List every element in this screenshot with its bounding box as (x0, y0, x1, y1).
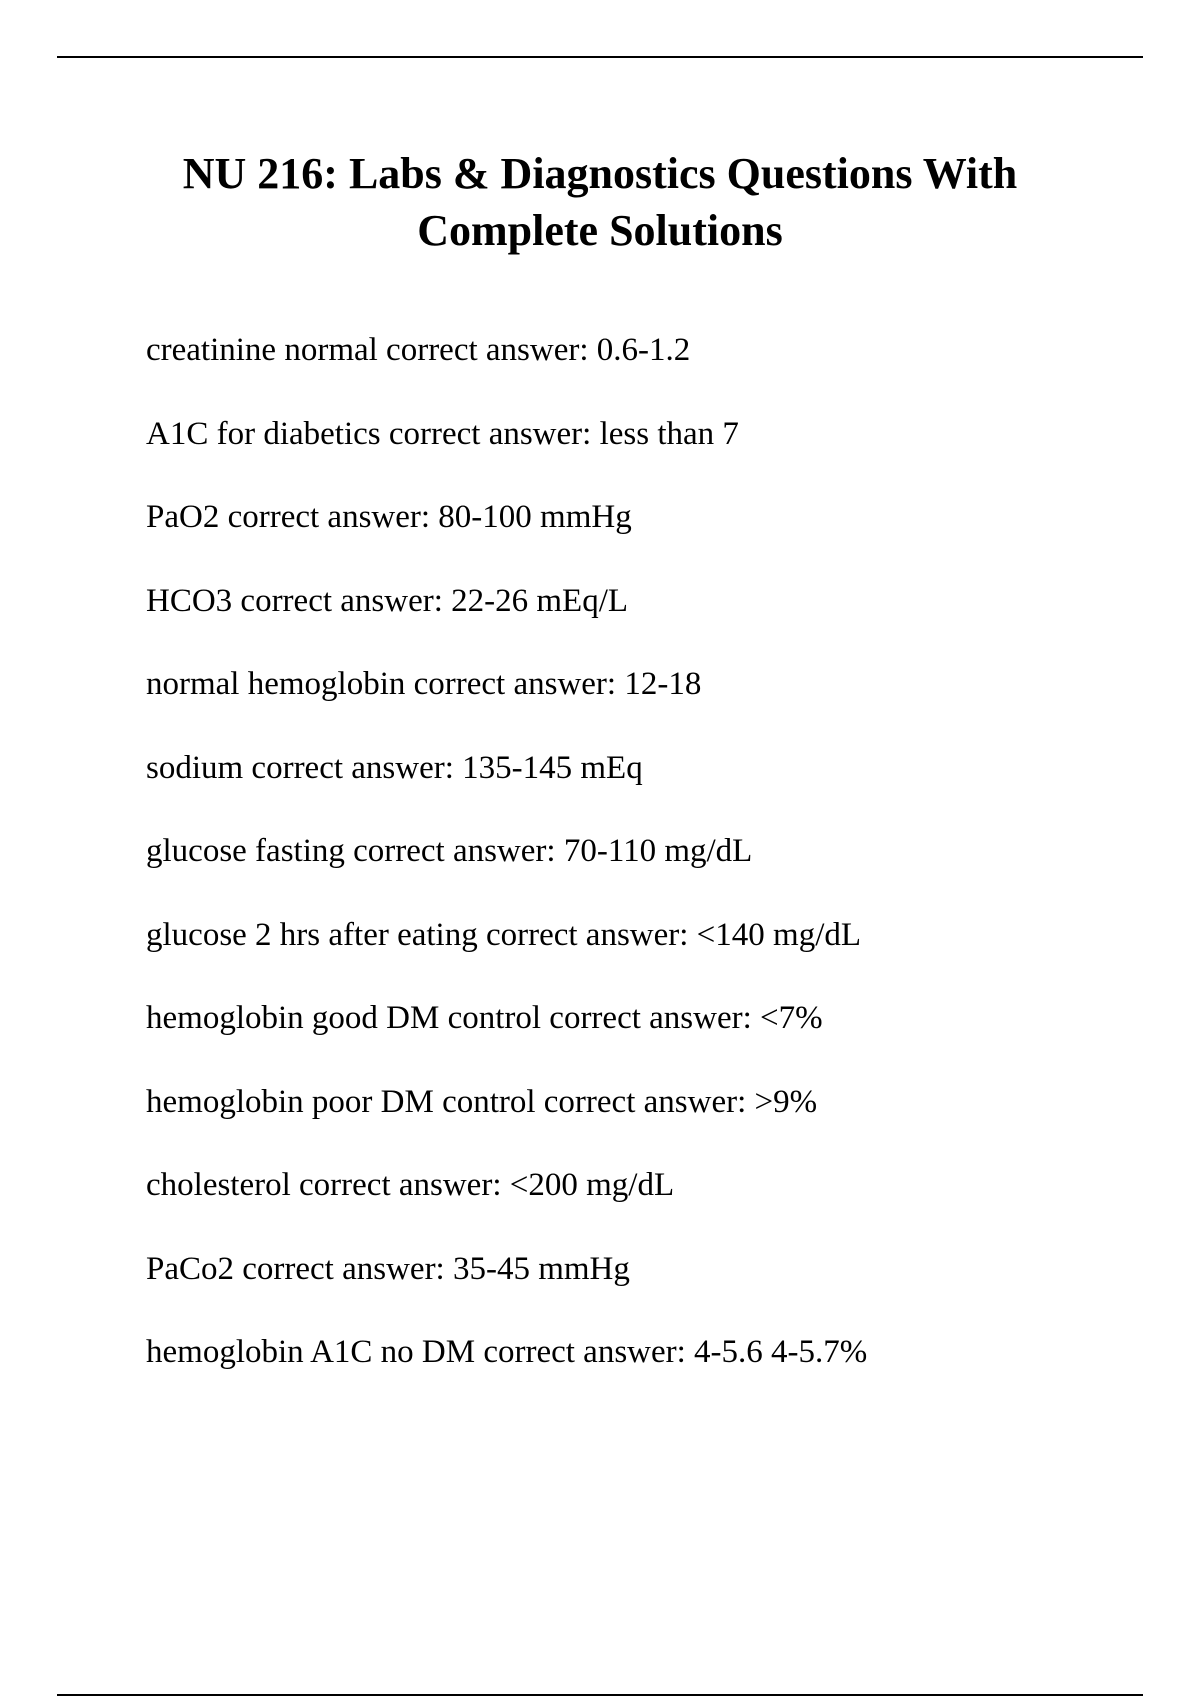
question-item-hemoglobin-normal: normal hemoglobin correct answer: 12-18 (146, 666, 702, 702)
question-item-a1c-no-dm: hemoglobin A1C no DM correct answer: 4-5.6 4-5.7% (146, 1334, 868, 1370)
question-item-creatinine: creatinine normal correct answer: 0.6-1.2 (146, 332, 691, 368)
footer-rule (57, 1694, 1143, 1696)
document-title-line-2: Complete Solutions (417, 206, 783, 255)
question-item-hemoglobin-poor-control: hemoglobin poor DM control correct answer: >9% (146, 1083, 818, 1120)
question-item-a1c-diabetics: A1C for diabetics correct answer: less than 7 (146, 415, 739, 452)
question-item-paco2: PaCo2 correct answer: 35-45 mmHg (146, 1250, 630, 1287)
question-item-cholesterol: cholesterol correct answer: <200 mg/dL (146, 1167, 675, 1203)
header-rule (57, 56, 1143, 58)
question-item-sodium: sodium correct answer: 135-145 mEq (146, 749, 643, 786)
document-title-line-1: NU 216: Labs & Diagnostics Questions With (182, 149, 1018, 198)
question-answer-list (146, 330, 1096, 1416)
question-item-glucose-fasting: glucose fasting correct answer: 70-110 mg/dL (146, 833, 753, 869)
question-item-hemoglobin-good-control: hemoglobin good DM control correct answer: <7% (146, 1000, 823, 1036)
question-item-glucose-postprandial: glucose 2 hrs after eating correct answer: <140 mg/dL (146, 916, 862, 953)
document-title (100, 145, 1100, 259)
question-item-pao2: PaO2 correct answer: 80-100 mmHg (146, 499, 632, 535)
question-item-hco3: HCO3 correct answer: 22-26 mEq/L (146, 582, 629, 619)
